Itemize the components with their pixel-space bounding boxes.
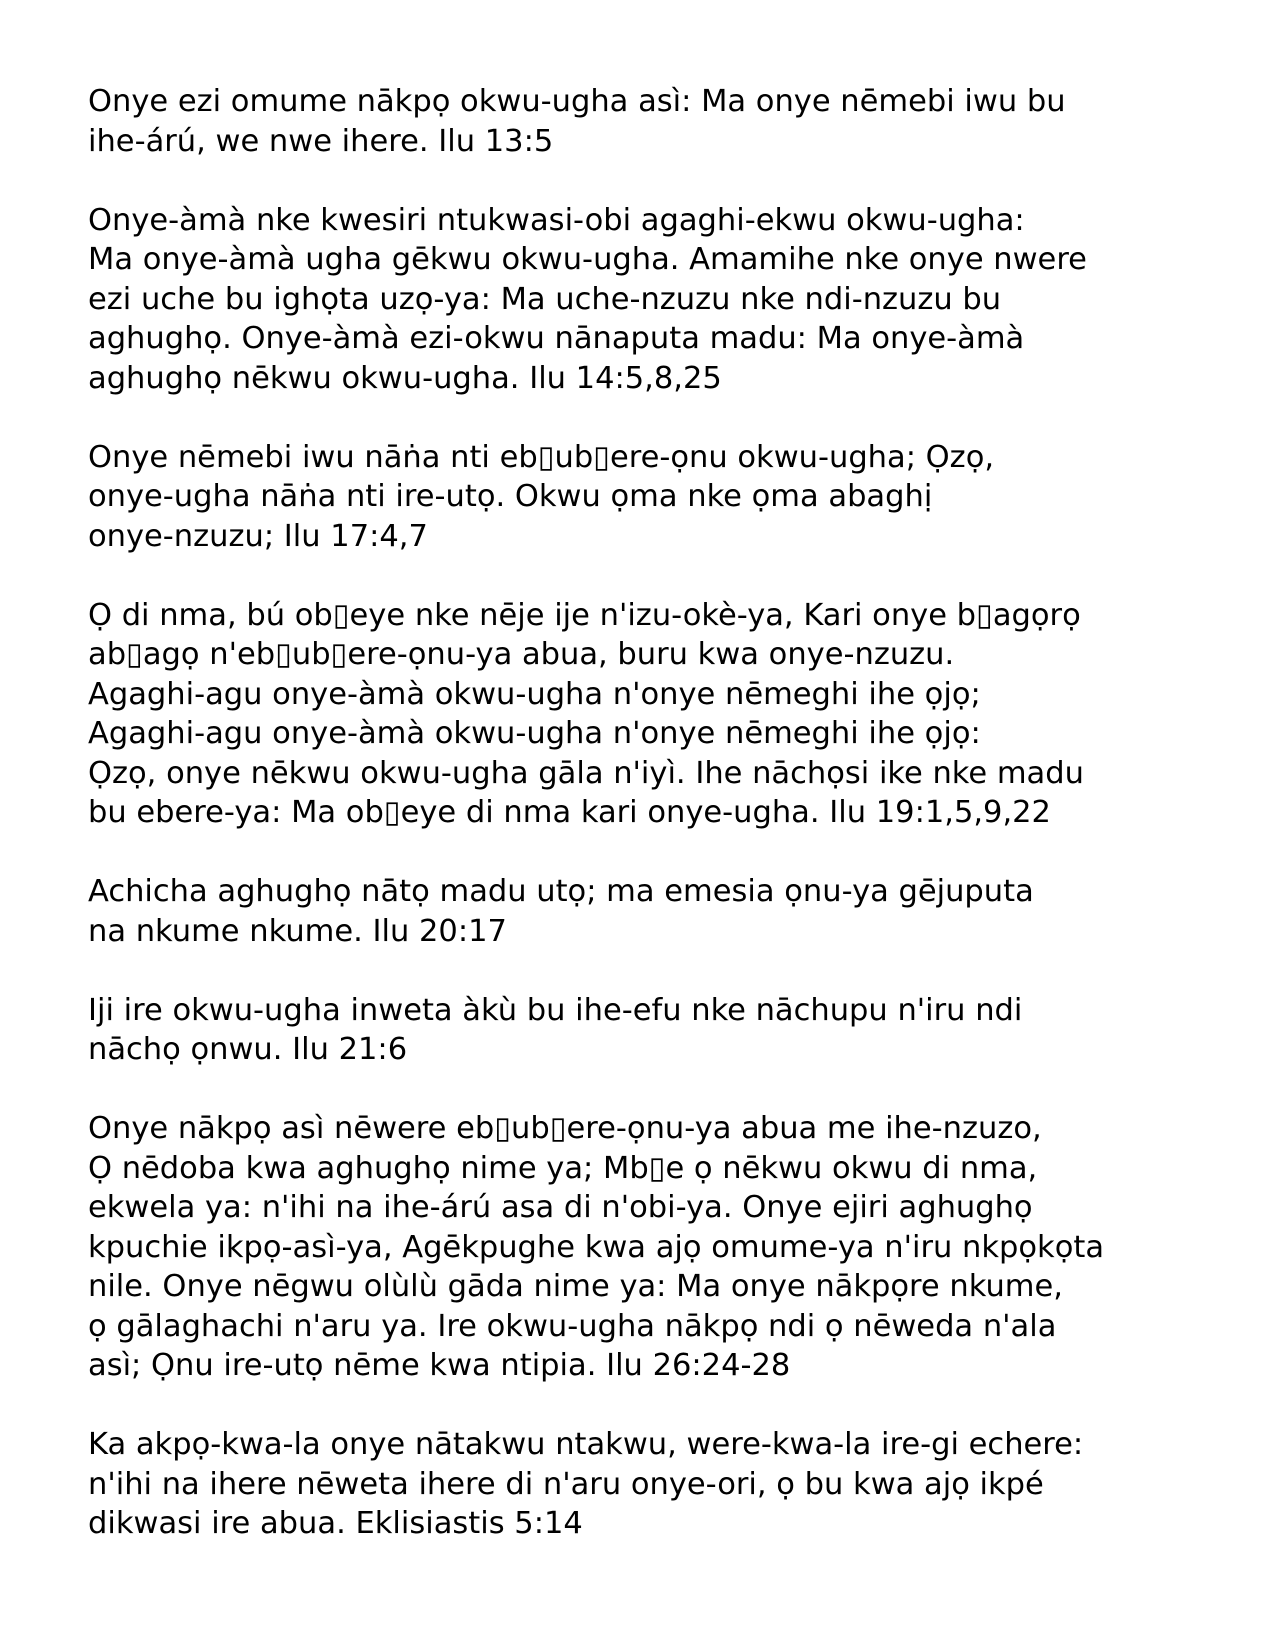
text-line: onye-ugha nāṅa nti ire-utọ. Okwu ọma nke ọma abaghị — [88, 479, 933, 514]
paragraph — [88, 991, 1208, 1070]
paragraph — [88, 1425, 1208, 1544]
text-line: ihe-árú, we nwe ihere. Ilu 13:5 — [88, 123, 554, 159]
document-page — [88, 82, 1208, 1583]
paragraph — [88, 438, 1208, 557]
paragraph — [88, 1109, 1208, 1386]
text-line: Ọzọ, onye nēkwu okwu-ugha gāla n'iyì. Ihe nāchọsi ike nke madu — [88, 755, 1084, 791]
text-line: Agaghi-agu onye-àmà okwu-ugha n'onye nēmeghi ihe ọjọ: — [88, 716, 981, 751]
text-line: dikwasi ire abua. Eklisiastis 5:14 — [88, 1506, 583, 1541]
paragraph — [88, 596, 1208, 833]
paragraph — [88, 82, 1208, 161]
paragraph — [88, 201, 1208, 399]
text-line: Ma onye-àmà ugha gēkwu okwu-ugha. Amamihe nke onye nwere — [88, 242, 1087, 277]
text-line: Onye nēmebi iwu nāṅa nti eb▯ub▯ere-ọnu okwu-ugha; Ọzọ, — [88, 439, 995, 475]
text-line: na nkume nkume. Ilu 20:17 — [88, 913, 507, 949]
paragraph — [88, 872, 1208, 951]
text-line: Onye-àmà nke kwesiri ntukwasi-obi agaghi-ekwu okwu-ugha: — [88, 202, 1025, 238]
text-line: asì; Ọnu ire-utọ nēme kwa ntipia. Ilu 26:24-28 — [88, 1348, 791, 1383]
text-line: aghughọ nēkwu okwu-ugha. Ilu 14:5,8,25 — [88, 360, 722, 396]
text-line: onye-nzuzu; Ilu 17:4,7 — [88, 518, 428, 554]
text-line: Ọ di nma, bú ob▯eye nke nēje ije n'izu-okè-ya, Kari onye b▯agọrọ — [88, 597, 1081, 633]
text-line: aghughọ. Onye-àmà ezi-okwu nānaputa madu: Ma onye-àmà — [88, 321, 1025, 356]
text-line: Ọ nēdoba kwa aghughọ nime ya; Mb▯e ọ nēkwu okwu di nma, — [88, 1150, 1038, 1186]
text-line: Ka akpọ-kwa-la onye nātakwu ntakwu, were-kwa-la ire-gi echere: — [88, 1427, 1084, 1462]
text-line: ezi uche bu ighọta uzọ-ya: Ma uche-nzuzu nke ndi-nzuzu bu — [88, 281, 1002, 317]
text-line: ab▯agọ n'eb▯ub▯ere-ọnu-ya abua, buru kwa onye-nzuzu. — [88, 637, 955, 672]
text-line: ọ gālaghachi n'aru ya. Ire okwu-ugha nākpọ ndi ọ nēweda n'ala — [88, 1308, 1057, 1344]
text-line: bu ebere-ya: Ma ob▯eye di nma kari onye-ugha. Ilu 19:1,5,9,22 — [88, 795, 1051, 830]
text-line: Onye nākpọ asì nēwere eb▯ub▯ere-ọnu-ya abua me ihe-nzuzo, — [88, 1111, 1042, 1146]
text-line: nāchọ ọnwu. Ilu 21:6 — [88, 1032, 408, 1067]
text-line: Agaghi-agu onye-àmà okwu-ugha n'onye nēmeghi ihe ọjọ; — [88, 676, 981, 712]
text-line: Iji ire okwu-ugha inweta àkù bu ihe-efu nke nāchupu n'iru ndi — [88, 992, 1023, 1028]
text-line: Onye ezi omume nākpọ okwu-ugha asì: Ma onye nēmebi iwu bu — [88, 84, 1066, 119]
text-line: kpuchie ikpọ-asì-ya, Agēkpughe kwa ajọ omume-ya n'iru nkpọkọta — [88, 1229, 1105, 1265]
text-line: nile. Onye nēgwu olùlù gāda nime ya: Ma onye nākpọre nkume, — [88, 1269, 1063, 1304]
text-line: n'ihi na ihere nēweta ihere di n'aru onye-ori, ọ bu kwa ajọ ikpé — [88, 1466, 1044, 1502]
text-line: Achicha aghughọ nātọ madu utọ; ma emesia ọnu-ya gējuputa — [88, 874, 1034, 909]
text-line: ekwela ya: n'ihi na ihe-árú asa di n'obi-ya. Onye ejiri aghughọ — [88, 1190, 1033, 1225]
